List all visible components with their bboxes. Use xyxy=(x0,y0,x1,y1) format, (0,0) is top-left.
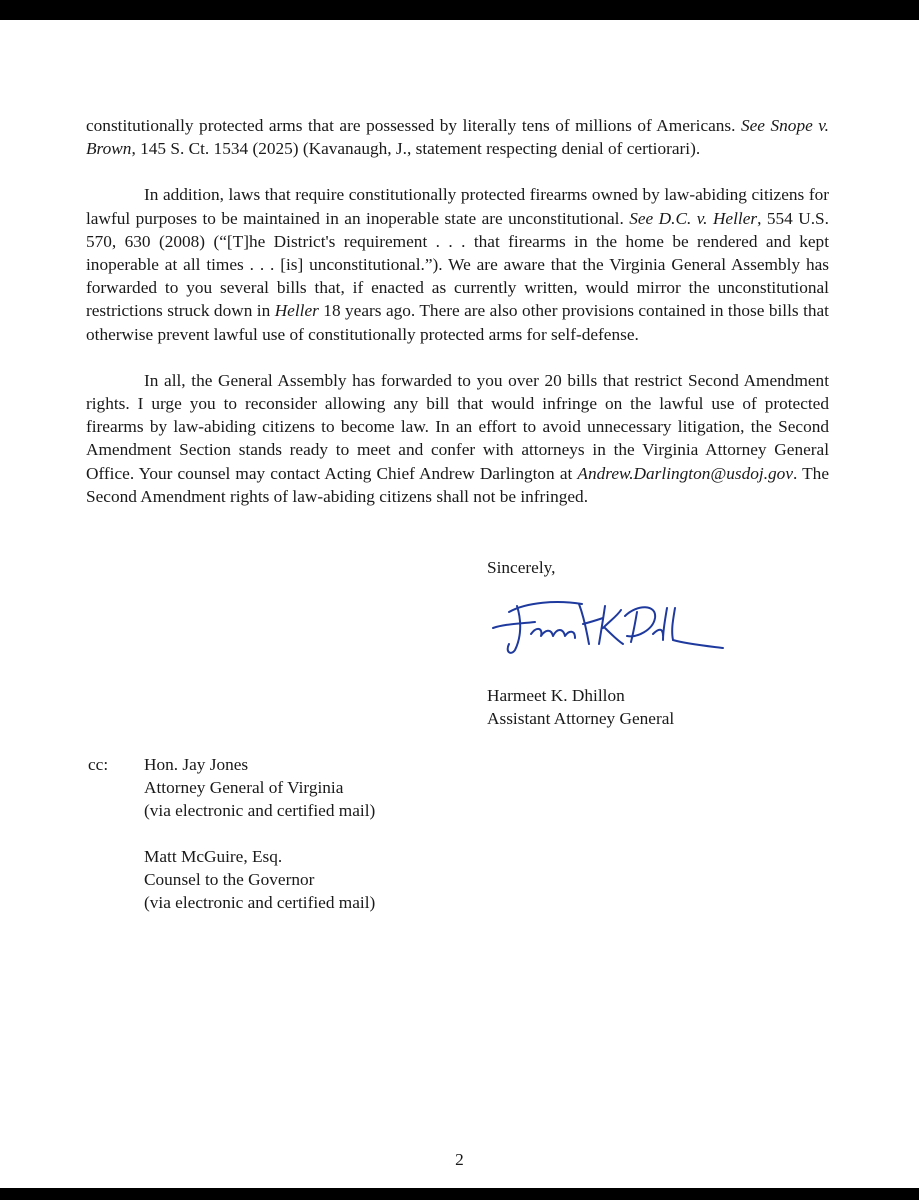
cc-recipient xyxy=(144,753,375,823)
citation-signal: See xyxy=(741,116,765,135)
top-black-bar xyxy=(0,0,919,20)
signer-title: Assistant Attorney General xyxy=(487,709,675,729)
cc-recipient-delivery: (via electronic and certified mail) xyxy=(144,893,376,913)
paragraph-2: In addition, laws that require constitutionally protected firearms owned by law-abiding citizens for lawful purposes to be maintained in an inoperable state are unconstitutional. See D.C. v. Heller, 554 U.S. 570, 630 (2008) (“[T]he District's requirement . . . that firearms in the home be rendered and kept inoperable at all times . . . [is] unconstitutional.”). We are aware that the Virginia General Assembly has forwarded to you several bills that, if enacted as currently written, would mirror the unconstitutional restrictions struck down in Heller 18 years ago. There are also other provisions contained in those bills that otherwise prevent lawful use of constitutionally protected arms for self-defense. xyxy=(86,185,829,344)
cc-recipient-role: Counsel to the Governor xyxy=(144,869,315,889)
cc-recipient-delivery: (via electronic and certified mail) xyxy=(144,801,376,821)
cc-recipient-name: Hon. Jay Jones xyxy=(144,755,249,774)
cc-recipient-role: Attorney General of Virginia xyxy=(144,778,344,798)
cc-label: cc: xyxy=(88,755,109,774)
bottom-black-bar xyxy=(0,1188,919,1200)
case-short-name: Heller xyxy=(274,301,319,321)
cc-recipient-name: Matt McGuire, Esq. xyxy=(144,846,283,866)
handwritten-signature xyxy=(487,594,727,664)
cc-recipient xyxy=(144,845,375,915)
paragraph-3: In all, the General Assembly has forwarded to you over 20 bills that restrict Second Amendment rights. I urge you to reconsider allowing any bill that would infringe on the lawful use of protected firearms by law-abiding citizens to become law. In an effort to avoid unnecessary litigation, the Second Amendment Section stands ready to meet and confer with attorneys in the Virginia Attorney General Office. Your counsel may contact Acting Chief Andrew Darlington at Andrew.Darlington@usdoj.gov. The Second Amendment rights of law-abiding citizens shall not be infringed. xyxy=(86,370,829,506)
closing: Sincerely, xyxy=(487,558,556,577)
contact-email[interactable]: Andrew.Darlington@usdoj.gov xyxy=(577,463,793,483)
paragraph-1: constitutionally protected arms that are possessed by literally tens of millions of Americans. See Snope v. Brown, 145 S. Ct. 1534 (2025) (Kavanaugh, J., statement respecting denial of certiorari). xyxy=(86,116,829,159)
cc-list xyxy=(144,753,375,936)
signer-name: Harmeet K. Dhillon xyxy=(487,686,625,705)
page-number: 2 xyxy=(455,1150,464,1169)
letter-body xyxy=(86,114,829,531)
case-citation: See D.C. v. Heller xyxy=(629,208,758,228)
signer-block xyxy=(487,684,674,730)
case-name: Snope v. Brown xyxy=(86,116,829,159)
